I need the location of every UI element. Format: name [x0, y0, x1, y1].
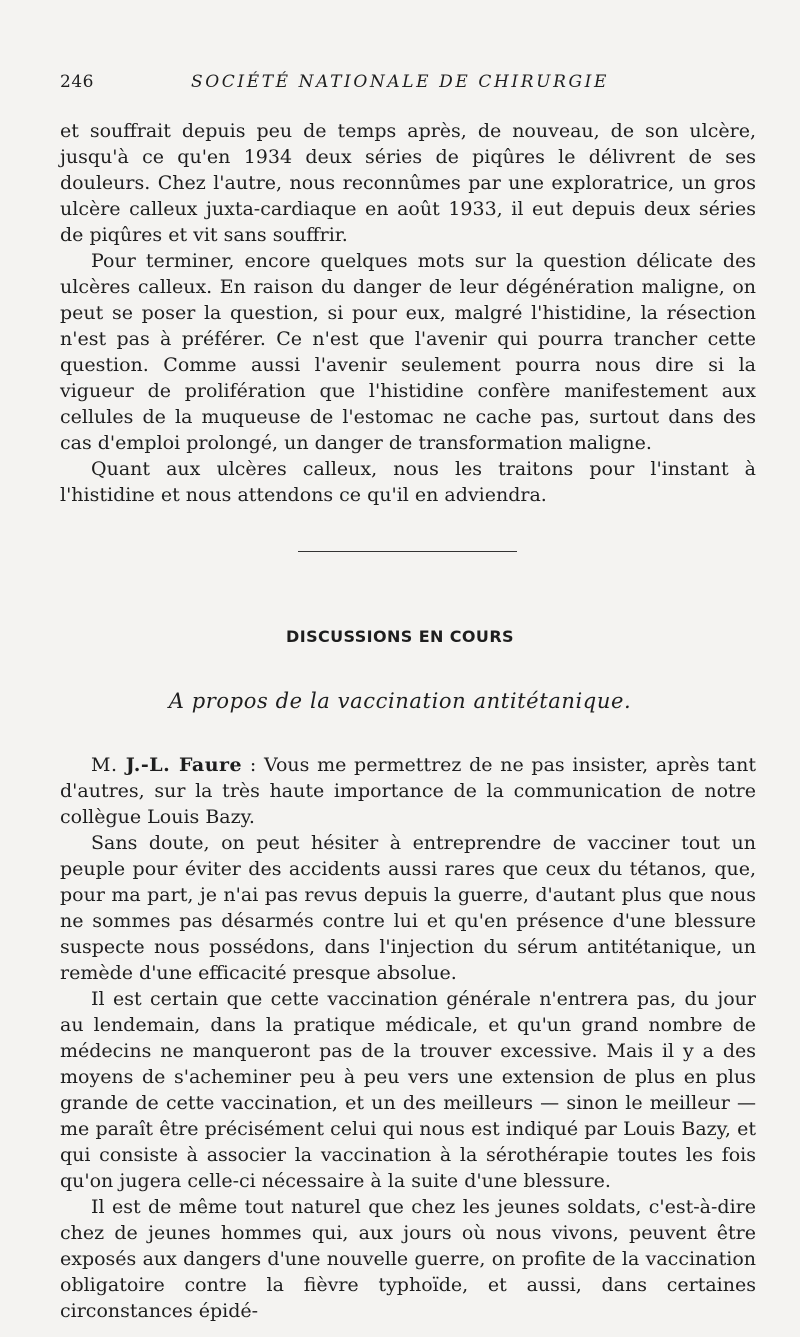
paragraph: Pour terminer, encore quelques mots sur la question délicate des ulcères calleux. En raison du danger de leur dégénération maligne, on peut se poser la question, si pour eux, malgré l'histidine, la résection n'est pas à préférer. Ce n'est que l'avenir qui pourra trancher cette question. Comme aussi l'avenir seulement pourra nous dire si la vigueur de prolifération que l'histidine confère manifestement aux cellules de la muqueuse de l'estomac ne cache pas, surtout dans des cas d'emploi prolongé, un danger de transformation maligne.: [60, 250, 756, 454]
body-text-discussion: [60, 752, 756, 1324]
journal-title: SOCIÉTÉ NATIONALE DE CHIRURGIE: [191, 72, 609, 92]
speaker-prefix: M.: [91, 754, 126, 776]
body-text-top: [60, 118, 756, 508]
paragraph-speaker-intro: [60, 752, 756, 830]
paragraph-continuation: et souffrait depuis peu de temps après, de nouveau, de son ulcère, jusqu'à ce qu'en 1934 deux séries de piqûres le délivrent de ses douleurs. Chez l'autre, nous reconnûmes par une exploratrice, un gros ulcère calleux juxta-cardiaque en août 1933, il eut depuis deux séries de piqûres et vit sans souffrir.: [60, 120, 756, 246]
paragraph: Sans doute, on peut hésiter à entreprendre de vacciner tout un peuple pour éviter des accidents aussi rares que ceux du tétanos, que, pour ma part, je n'ai pas revus depuis la guerre, d'autant plus que nous ne sommes pas désarmés contre lui et qu'en présence d'une blessure suspecte nous possédons, dans l'injection du sérum antitétanique, un remède d'une efficacité presque absolue.: [60, 832, 756, 984]
paragraph: Quant aux ulcères calleux, nous les traitons pour l'instant à l'histidine et nous attendons ce qu'il en adviendra.: [60, 458, 756, 506]
running-header: [60, 72, 740, 100]
speaker-intro-text: : Vous me permettrez de ne pas insister, après tant d'autres, sur la très haute importance de la communication de notre collègue Louis Bazy.: [60, 754, 756, 828]
speaker-name: J.-L. Faure: [125, 754, 243, 776]
paragraph: Il est de même tout naturel que chez les jeunes soldats, c'est-à-dire chez de jeunes hommes qui, aux jours où nous vivons, peuvent être exposés aux dangers d'une nouvelle guerre, on profite de la vaccination obligatoire contre la fièvre typhoïde, et aussi, dans certaines circonstances épidé-: [60, 1196, 756, 1322]
section-heading: DISCUSSIONS EN COURS: [286, 627, 514, 646]
paragraph: Il est certain que cette vaccination générale n'entrera pas, du jour au lendemain, dans la pratique médicale, et qu'un grand nombre de médecins ne manqueront pas de la trouver excessive. Mais il y a des moyens de s'acheminer peu à peu vers une extension de plus en plus grande de cette vaccination, et un des meilleurs — sinon le meilleur — me paraît être précisément celui qui nous est indiqué par Louis Bazy, et qui consiste à associer la vaccination à la sérothérapie toutes les fois qu'on jugera celle-ci nécessaire à la suite d'une blessure.: [60, 988, 756, 1192]
discussion-subtitle: A propos de la vaccination antitétanique.: [168, 689, 632, 713]
page-number: 246: [60, 72, 94, 92]
section-separator: [298, 551, 517, 552]
